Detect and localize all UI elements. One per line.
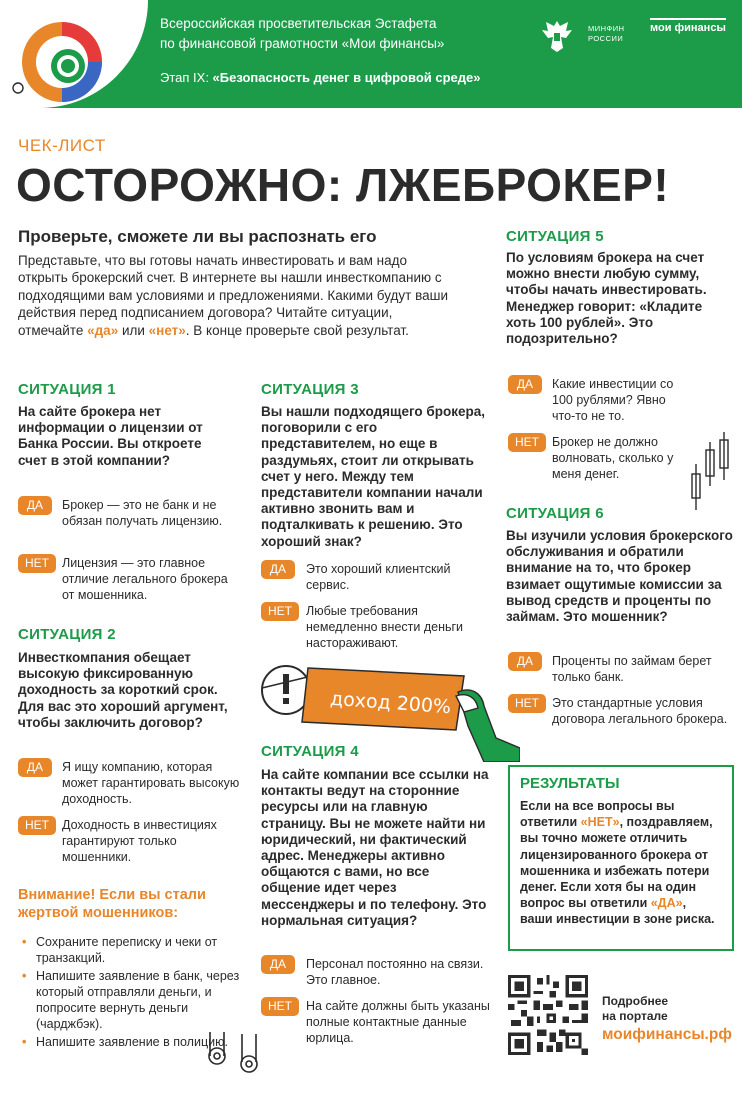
stage-label	[160, 70, 480, 85]
intro-or: или	[118, 322, 149, 338]
situation-3-yes-badge[interactable]: ДА	[261, 560, 295, 579]
situation-6-yes-answer: Проценты по займам берет только банк.	[552, 654, 712, 684]
list-item: • Напишите заявление в полицию.	[22, 1034, 248, 1050]
situation-5-no-badge[interactable]: НЕТ	[508, 433, 546, 452]
sign-text: доход 200%	[329, 687, 452, 719]
situation-2-yes-badge[interactable]: ДА	[18, 758, 52, 777]
results-part1: Если на все вопросы вы ответили	[520, 799, 675, 830]
situation-5-yes-badge[interactable]: ДА	[508, 375, 542, 394]
situation-5-no-answer: Брокер не должно волновать, сколько у меня денег.	[552, 435, 674, 481]
victim-warning-title: Внимание! Если вы стали жертвой мошенников:	[18, 887, 206, 921]
coins-icon	[204, 1028, 268, 1082]
situation-1-no-answer: Лицензия — это главное отличие легального брокера от мошенника.	[62, 556, 228, 602]
header-relay-title: Всероссийская просветительская Эстафета	[160, 16, 437, 31]
intro-yes: «да»	[87, 322, 119, 338]
situation-4-title: СИТУАЦИЯ 4	[261, 743, 359, 760]
situation-3-yes-answer: Это хороший клиентский сервис.	[306, 562, 451, 592]
portal-link[interactable]: моифинансы.рф	[602, 1026, 732, 1043]
brand-divider	[650, 18, 726, 20]
situation-4-yes-badge[interactable]: ДА	[261, 955, 295, 974]
qr-code[interactable]	[508, 975, 588, 1055]
list-item: • Сохраните переписку и чеки от транзакций.	[22, 934, 248, 966]
situation-2-title: СИТУАЦИЯ 2	[18, 626, 116, 643]
situation-2-no-answer: Доходность в инвестициях гарантируют только мошенники.	[62, 818, 217, 864]
list-item: • Напишите заявление в банк, через который отправляли деньги, и попросите вернуть деньги (чарджбэк).	[22, 968, 248, 1032]
situation-4-no-badge[interactable]: НЕТ	[261, 997, 299, 1016]
situation-5-question: По условиям брокера на счет можно внести любую сумму, чтобы начать инвестировать. Менеджер говорит: «Кладите хоть 100 рублей». Это подозрительно?	[506, 250, 707, 347]
results-yes: «ДА»	[650, 896, 683, 911]
checklist-kicker: ЧЕК-ЛИСТ	[18, 136, 106, 155]
minfin-name	[588, 24, 625, 44]
situation-3-question: Вы нашли подходящего брокера, поговорили с его представителем, но еще в раздумьях, стоит ли открывать счет у него. Между тем представители компании начали активно звонить вам и подталкивать к решению. Это хороший знак?	[261, 404, 485, 549]
situation-5-title: СИТУАЦИЯ 5	[506, 228, 604, 245]
stage-name: «Безопасность денег в цифровой среде»	[212, 70, 481, 85]
situation-2-no-badge[interactable]: НЕТ	[18, 816, 56, 835]
situation-5-yes-answer: Какие инвестиции со 100 рублями? Явно что-то не то.	[552, 377, 674, 423]
page-title: ОСТОРОЖНО: ЛЖЕБРОКЕР!	[16, 159, 670, 211]
situation-6-no-badge[interactable]: НЕТ	[508, 694, 546, 713]
situation-3-title: СИТУАЦИЯ 3	[261, 381, 359, 398]
situation-6-yes-badge[interactable]: ДА	[508, 652, 542, 671]
situation-3-no-answer: Любые требования немедленно внести деньги настораживают.	[306, 604, 464, 650]
situation-6-no-answer: Это стандартные условия договора легального брокера.	[552, 696, 728, 726]
situation-2-yes-answer: Я ищу компанию, которая может гарантировать высокую доходность.	[62, 760, 240, 806]
results-part3: , ваши инвестиции в зоне риска.	[520, 896, 715, 927]
relay-logo-graphic	[0, 0, 148, 108]
intro-no: «нет»	[148, 322, 186, 338]
results-text	[520, 798, 722, 928]
results-box	[508, 765, 734, 951]
situation-3-no-badge[interactable]: НЕТ	[261, 602, 299, 621]
situation-6-title: СИТУАЦИЯ 6	[506, 505, 604, 522]
relay-logo	[0, 0, 148, 108]
brand-name: мои финансы	[650, 22, 726, 34]
intro-end: . В конце проверьте свой результат.	[185, 322, 409, 338]
more-info-label	[602, 994, 668, 1024]
minfin-logo	[540, 18, 630, 54]
minfin-line1: МИНФИН	[588, 24, 625, 33]
candlestick-chart-icon	[688, 430, 732, 526]
situation-6-question: Вы изучили условия брокерского обслуживания и обратили внимание на то, что брокер взимает ощутимые комиссии за вывод средств и проценты по займам. Это мошенник?	[506, 528, 733, 625]
situation-1-title: СИТУАЦИЯ 1	[18, 381, 116, 398]
intro-text: Представьте, что вы готовы начать инвестировать и вам надо открыть брокерский счет. В интернете вы нашли инвесткомпанию с подходящими вам условиями и предложениями. Какими будут ваши действия перед подписанием договора? Читайте ситуации, отмечайте	[18, 253, 449, 338]
situation-1-question: На сайте брокера нет информации о лицензии от Банка России. Вы откроете счет в этой компании?	[18, 404, 203, 468]
situation-1-yes-answer: Брокер — это не банк и не обязан получать лицензию.	[62, 498, 223, 528]
minfin-line2: РОССИИ	[588, 34, 624, 43]
more-info-line1: Подробнее	[602, 994, 669, 1008]
situation-1-no-badge[interactable]: НЕТ	[18, 554, 56, 573]
eagle-emblem-icon	[540, 18, 574, 54]
situation-4-yes-answer: Персонал постоянно на связи. Это главное.	[306, 957, 484, 987]
situation-4-no-answer: На сайте должны быть указаны полные контактные данные юрлица.	[306, 999, 490, 1045]
results-no: «НЕТ»	[580, 815, 620, 830]
more-info-line2: на портале	[602, 1009, 668, 1023]
header-banner	[0, 0, 742, 108]
situation-4-question: На сайте компании все ссылки на контакты ведут на сторонние ресурсы или на главную страницу. Вы не можете найти ни юридический, ни фактический адрес. Менеджеры активно общаются с вами, но все общение идет через мессенджеры и по телефону. Это нормальная ситуация?	[261, 767, 489, 928]
intro-paragraph	[18, 252, 458, 339]
header-relay-subtitle: по финансовой грамотности «Мои финансы»	[160, 36, 445, 51]
stage-prefix: Этап IX:	[160, 70, 213, 85]
situation-2-question: Инвесткомпания обещает высокую фиксированную доходность за короткий срок. Для вас это хороший аргумент, чтобы заключить договор?	[18, 650, 228, 730]
section-subtitle: Проверьте, сможете ли вы распознать его	[18, 227, 377, 246]
situation-1-yes-badge[interactable]: ДА	[18, 496, 52, 515]
results-title: РЕЗУЛЬТАТЫ	[520, 775, 620, 792]
results-part2: , поздравляем, вы точно можете отличить лицензированного брокера от мошенника и избежать потери денег. Если хотя бы на один вопрос вы ответили	[520, 815, 713, 911]
